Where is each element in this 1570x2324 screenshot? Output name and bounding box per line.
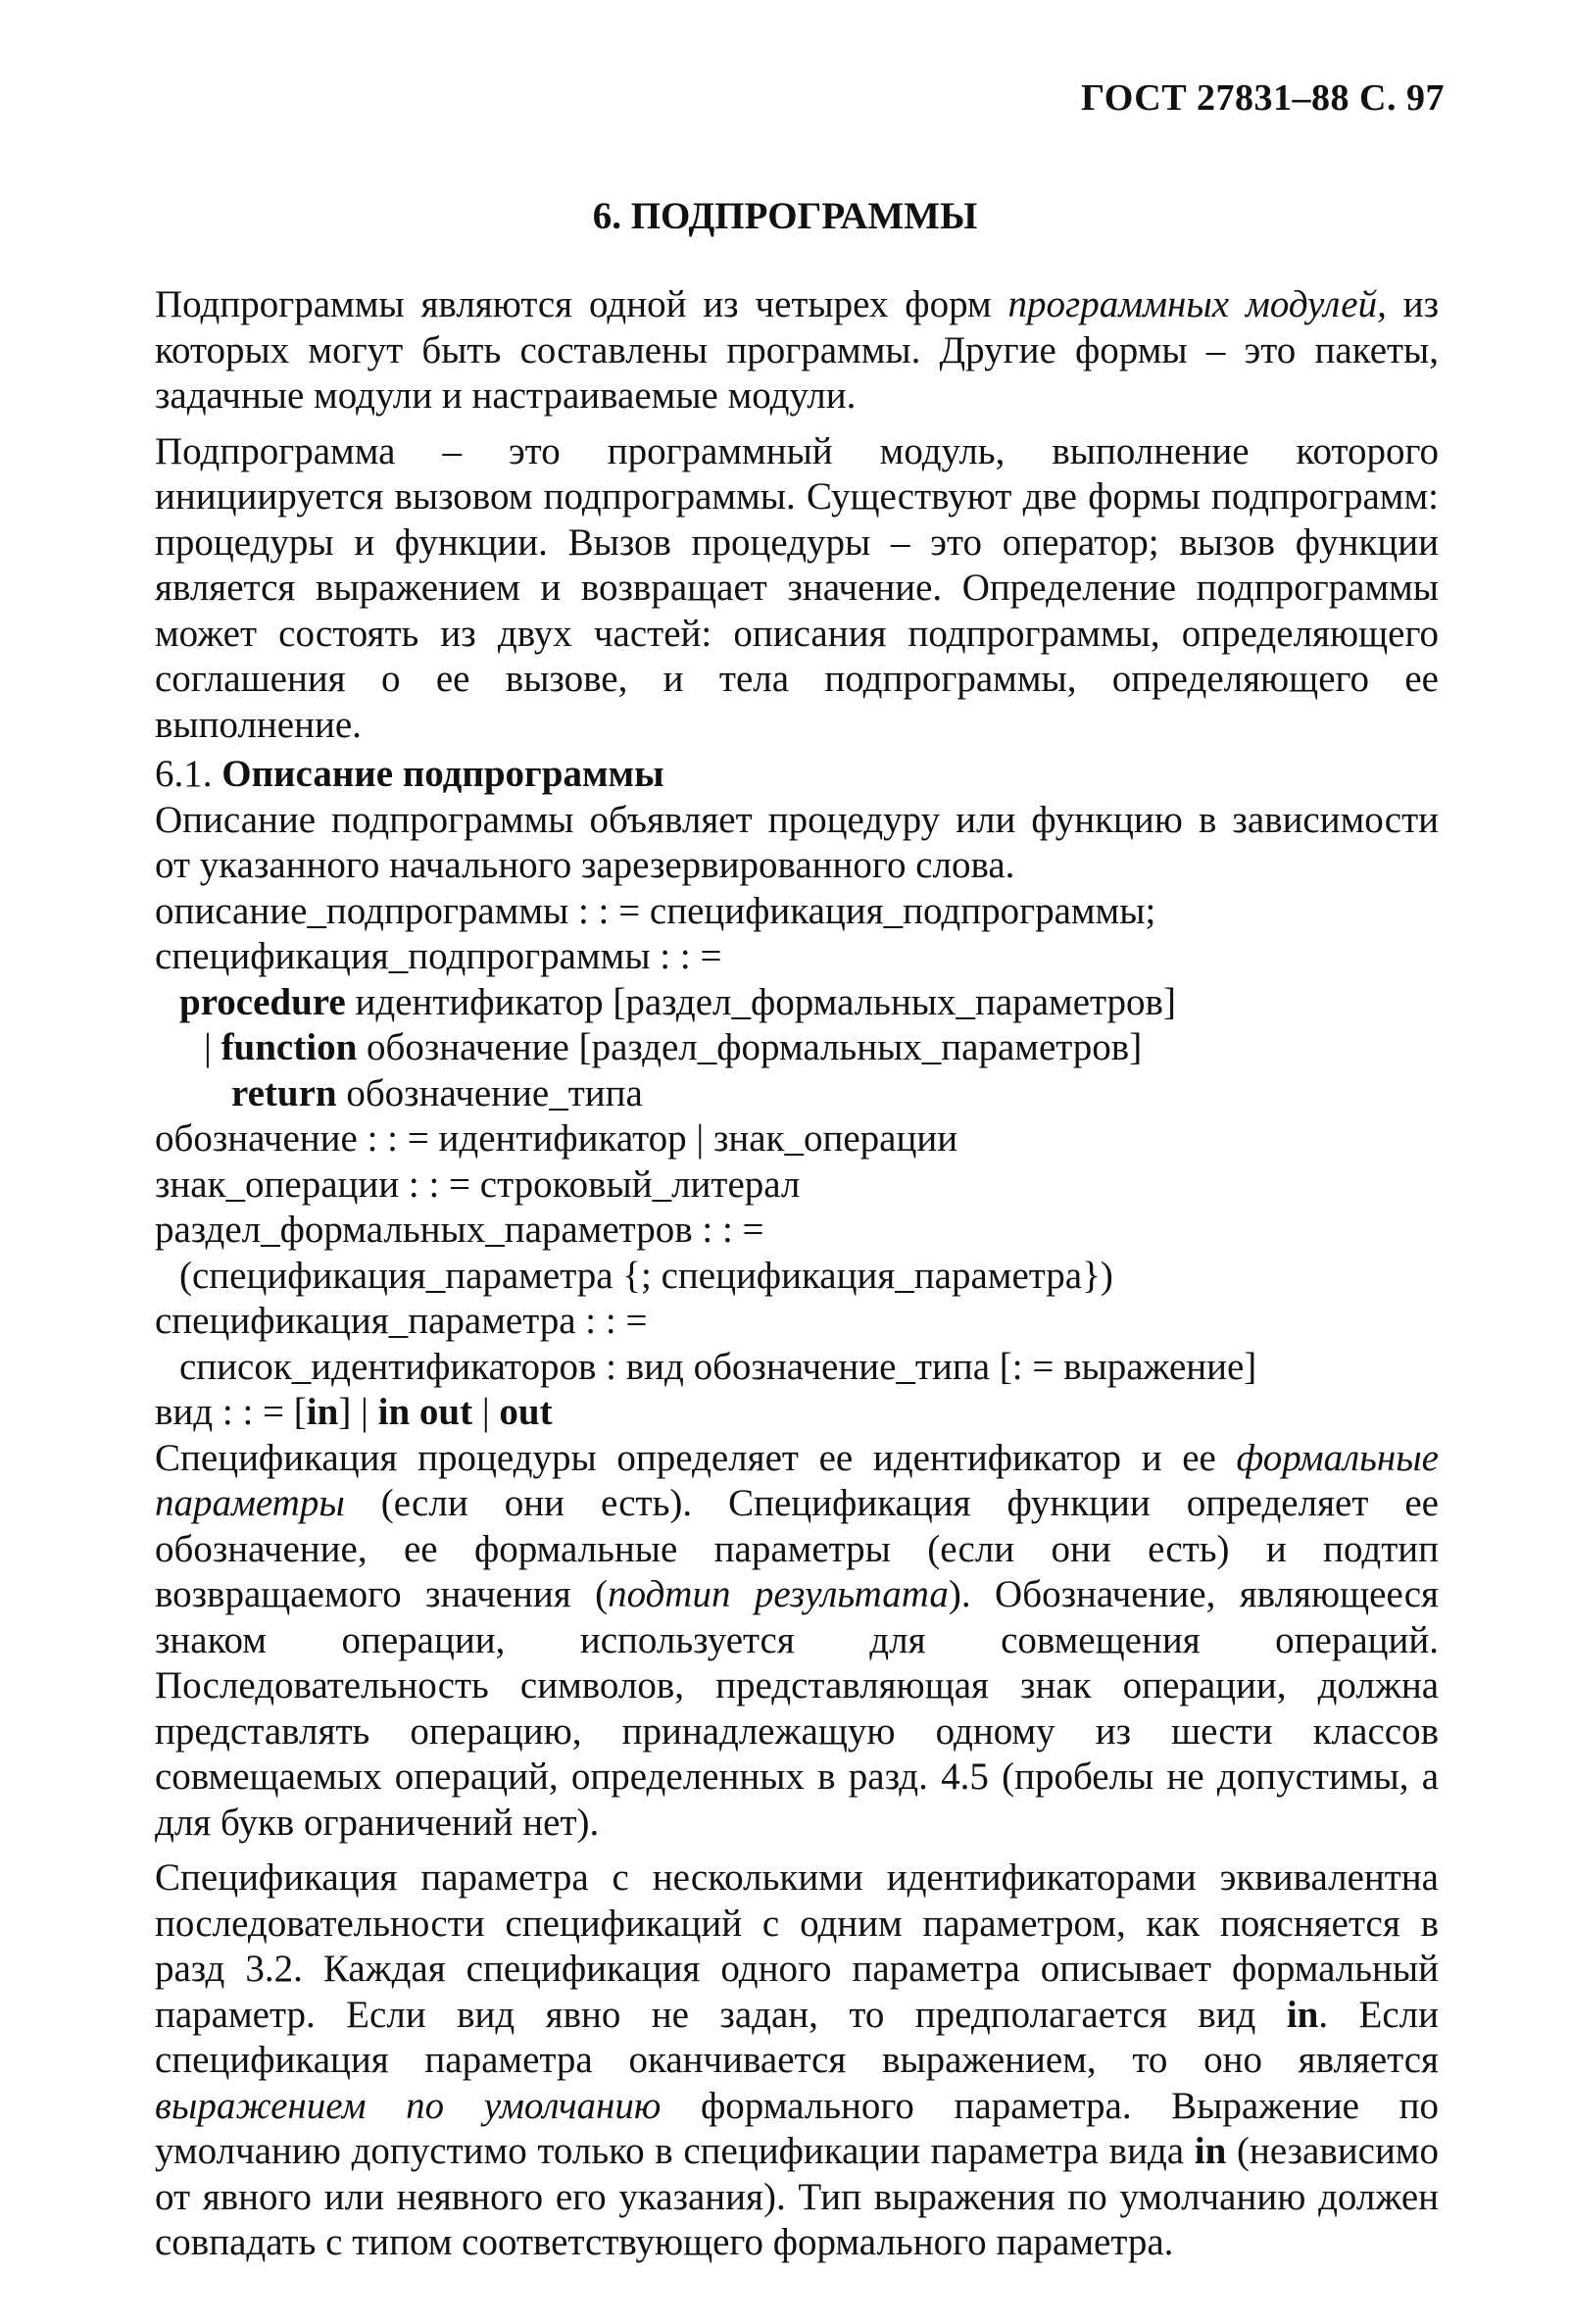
paragraph-4: Спецификация процедуры определяет ее идентификатор и ее формальные параметры (если они есть). Спецификация функции определяет ее обозначение, ее формальные параметры (если они есть) и подтип возвращаемого значения (подтип результата). Обозначение, являющееся знаком операции, используется для совмещения операций. Последовательность символов, представляющая знак операции, должна представлять операцию, принадлежащую одному из шести классов совмещаемых операций, определенных в разд. 4.5 (пробелы не допустимы, а для букв ограничений нет). xyxy=(155,1436,1439,1844)
grammar-line: спецификация_параметра : : = xyxy=(155,1300,648,1342)
grammar-block xyxy=(155,889,1439,1436)
document-body xyxy=(155,282,1439,2266)
grammar-line: описание_подпрограммы : : = спецификация_подпрограммы; xyxy=(155,889,1156,932)
grammar-line: список_идентификаторов : вид обозначение_типа [: = выражение] xyxy=(179,1345,1257,1388)
paragraph-5: Спецификация параметра с несколькими идентификаторами эквивалентна последовательности спецификаций с одним параметром, как поясняется в разд 3.2. Каждая спецификация одного параметра описывает формальный параметр. Если вид явно не задан, то предполагается вид in. Если спецификация параметра оканчивается выражением, то оно является выражением по умолчанию формального параметра. Выражение по умолчанию допустимо только в спецификации параметра вида in (независимо от явного или неявного его указания). Тип выражения по умолчанию должен совпадать с типом соответствующего формального параметра. xyxy=(155,1856,1440,2263)
paragraph-3: Описание подпрограммы объявляет процедуру или функцию в зависимости от указанного начального зарезервированного слова. xyxy=(155,798,1439,886)
grammar-line: знак_операции : : = строковый_литерал xyxy=(155,1162,801,1206)
grammar-line: procedure идентификатор [раздел_формальных_параметров] xyxy=(179,980,1176,1023)
grammar-line: вид : : = [in] | in out | out xyxy=(155,1391,553,1433)
running-head: ГОСТ 27831–88 С. 97 xyxy=(1081,77,1445,119)
section-title: 6. ПОДПРОГРАММЫ xyxy=(592,195,978,237)
paragraph-2: Подпрограмма – это программный модуль, выполнение которого инициируется вызовом подпрограммы. Существуют две формы подпрограмм: процедуры и функции. Вызов процедуры – это оператор; вызов функции является выражением и возвращает значение. Определение подпрограммы может состоять из двух частей: описания подпрограммы, определяющего соглашения о ее вызове, и тела подпрограммы, определяющего ее выполнение. xyxy=(155,429,1439,746)
grammar-line: | function обозначение [раздел_формальных_параметров] xyxy=(204,1026,1143,1068)
grammar-line: раздел_формальных_параметров : : = xyxy=(155,1209,764,1251)
grammar-line: обозначение : : = идентификатор | знак_операции xyxy=(155,1117,958,1160)
grammar-line: спецификация_подпрограммы : : = xyxy=(155,935,722,977)
grammar-line: (спецификация_параметра {; спецификация_параметра}) xyxy=(179,1254,1113,1297)
grammar-line: return обозначение_типа xyxy=(231,1071,643,1114)
paragraph-1: Подпрограммы являются одной из четырех форм программных модулей, из которых могут быть составлены программы. Другие формы – это пакеты, задачные модули и настраиваемые модули. xyxy=(155,283,1440,417)
subsection-heading: 6.1. Описание подпрограммы xyxy=(155,753,664,795)
